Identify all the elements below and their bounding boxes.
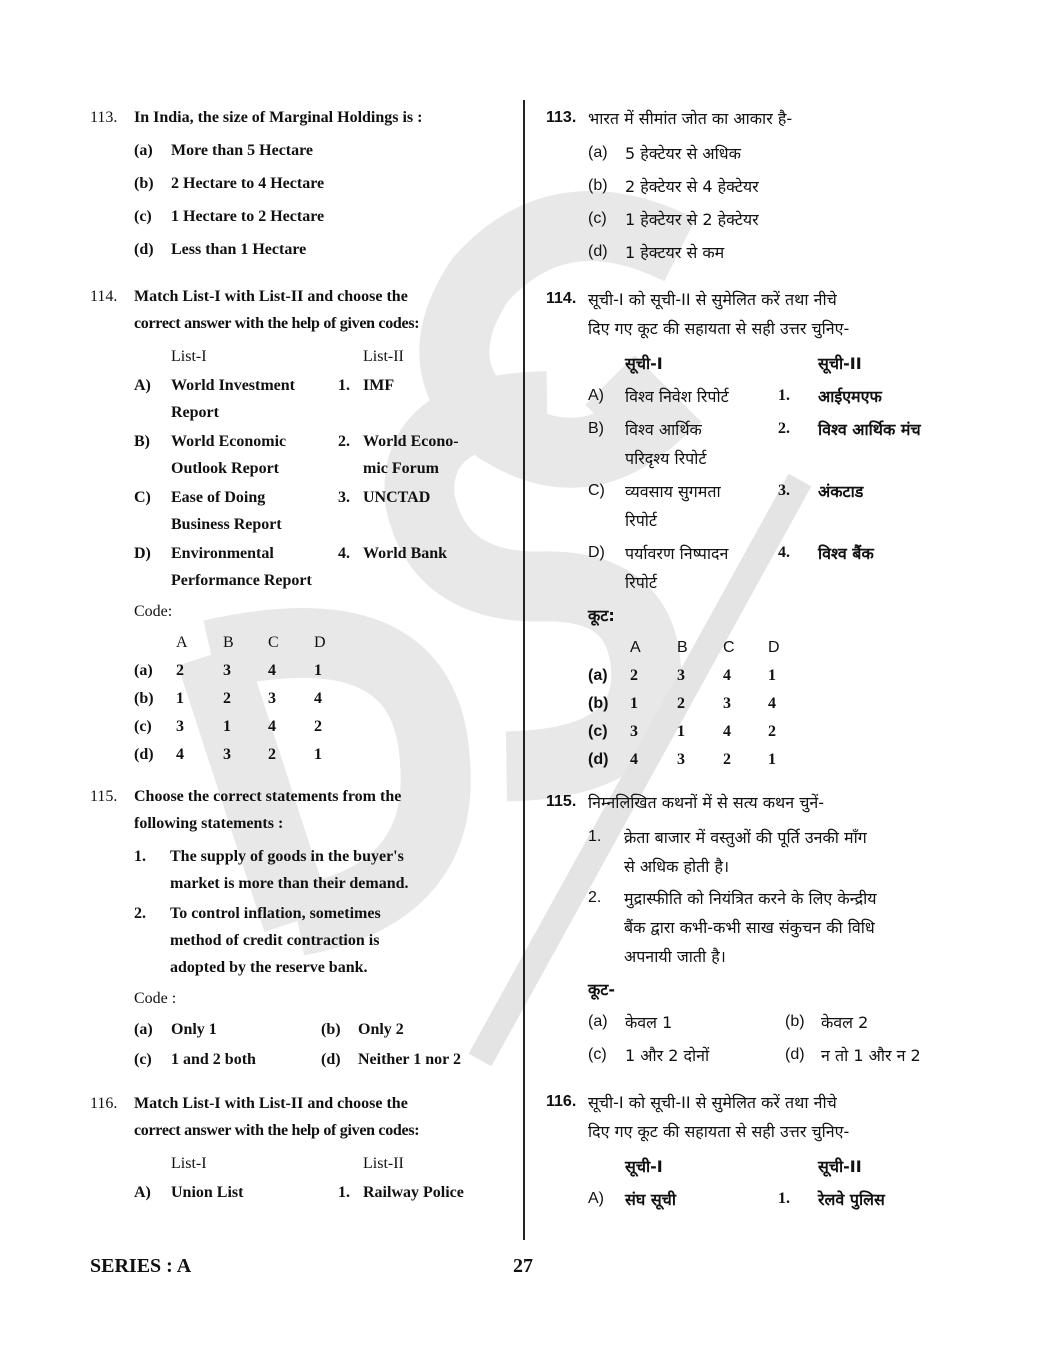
answer-codes: [588, 634, 958, 774]
statement-text: To control inflation, sometimes: [170, 905, 381, 922]
row-number: 2.: [778, 420, 790, 437]
option-text: 1 हेक्टयर से कम: [625, 243, 725, 262]
question-114-hi: [546, 285, 958, 774]
row-text: Ease of Doing: [171, 489, 266, 506]
list-header: List-II: [363, 1155, 404, 1172]
row-label: A): [134, 1184, 151, 1201]
row-number: 1.: [778, 1190, 790, 1207]
page-number: 27: [513, 1255, 533, 1277]
statement-text: क्रेता बाजार में वस्तुओं की पूर्ति उनकी माँग: [624, 828, 867, 847]
code-header: C: [723, 639, 735, 656]
row-match: World Econo-: [363, 433, 459, 450]
row-text: व्यवसाय सुगमता: [625, 482, 721, 501]
option: [588, 139, 958, 172]
code-option: (d): [134, 746, 154, 763]
question-number: 113.: [546, 109, 577, 126]
list-header: सूची-II: [818, 354, 862, 373]
code-value: 4: [723, 667, 731, 684]
option-label: (b): [134, 175, 154, 192]
row-label: B): [588, 420, 604, 437]
question-text: भारत में सीमांत जोत का आकार है-: [588, 109, 793, 128]
question-text: Match List-I with List-II and choose the: [134, 1095, 408, 1112]
option-label: (b): [588, 177, 608, 194]
statement-number: 2.: [134, 905, 146, 922]
options: [588, 139, 958, 271]
statement-text: बैंक द्वारा कभी-कभी साख संकुचन की विधि: [624, 918, 875, 937]
option-text: Neither 1 nor 2: [358, 1051, 461, 1068]
row-number: 1.: [338, 1184, 350, 1201]
code-value: 4: [176, 746, 184, 763]
option: [134, 137, 502, 170]
question-number: 114.: [90, 288, 118, 305]
code-option: (a): [134, 662, 153, 679]
row-text: World Investment: [171, 377, 295, 394]
row-text: पर्यावरण निष्पादन: [625, 544, 729, 563]
option-label: (a): [134, 142, 153, 159]
question-text: following statements :: [134, 815, 284, 832]
series-label: SERIES : A: [90, 1255, 192, 1277]
row-match: UNCTAD: [363, 489, 431, 506]
question-115-hi: [546, 788, 958, 1074]
row-label: C): [588, 482, 605, 499]
row-number: 4.: [778, 544, 790, 561]
option-label: (d): [321, 1051, 341, 1068]
option-row: [134, 1046, 502, 1076]
code-value: 1: [677, 723, 685, 740]
question-text: सूची-I को सूची-II से सुमेलित करें तथा नीचे: [588, 290, 837, 309]
row-text: विश्व निवेश रिपोर्ट: [625, 387, 729, 406]
code-value: 3: [268, 690, 276, 707]
option-row: [134, 1016, 502, 1046]
question-number: 116.: [546, 1093, 577, 1110]
question-113-en: [90, 104, 502, 269]
question-number: 115.: [546, 793, 577, 810]
row-match: mic Forum: [363, 460, 439, 477]
code-value: 3: [630, 723, 638, 740]
row-number: 3.: [338, 489, 350, 506]
code-value: 1: [223, 718, 231, 735]
match-list: [134, 343, 502, 594]
statement: [134, 900, 502, 981]
option-text: न तो 1 और न 2: [821, 1046, 921, 1065]
row-match: अंकटाड: [818, 482, 864, 501]
row-label: A): [134, 377, 151, 394]
statement-number: 1.: [134, 848, 146, 865]
code-value: 4: [630, 751, 638, 768]
option-label: (c): [588, 1046, 607, 1063]
option-label: (d): [588, 243, 608, 260]
code-value: 2: [677, 695, 685, 712]
code-option: (b): [588, 695, 609, 712]
statement-text: adopted by the reserve bank.: [170, 959, 368, 976]
option-label: (a): [588, 1013, 608, 1030]
option-text: 1 Hectare to 2 Hectare: [171, 208, 325, 225]
code-header: A: [630, 639, 641, 656]
code-option: (c): [588, 723, 608, 740]
option: [588, 238, 958, 271]
row-text: रिपोर्ट: [625, 573, 657, 592]
question-116-en: [90, 1090, 502, 1206]
row-match: आईएमएफ: [818, 387, 882, 406]
list-header: सूची-I: [625, 354, 663, 373]
code-label: Code :: [134, 990, 177, 1007]
code-header: D: [768, 639, 780, 656]
code-value: 2: [223, 690, 231, 707]
row-text: रिपोर्ट: [625, 511, 657, 530]
row-number: 3.: [778, 482, 790, 499]
option-row: [588, 1041, 958, 1074]
question-text: निम्नलिखित कथनों में से सत्य कथन चुनें-: [588, 793, 825, 812]
option-text: 5 हेक्टेयर से अधिक: [625, 144, 741, 163]
code-value: 4: [768, 695, 776, 712]
code-header: B: [677, 639, 688, 656]
option-text: 2 Hectare to 4 Hectare: [171, 175, 325, 192]
code-value: 4: [723, 723, 731, 740]
page-footer: [0, 1240, 1049, 1335]
option-label: (c): [134, 1051, 152, 1068]
statement-number: 1.: [588, 828, 602, 845]
option-text: 1 और 2 दोनों: [625, 1046, 710, 1065]
statement-number: 2.: [588, 889, 602, 906]
code-value: 4: [268, 662, 276, 679]
hindi-column: [546, 104, 958, 1240]
statement-text: से अधिक होती है।: [624, 857, 730, 876]
code-value: 1: [768, 751, 776, 768]
code-value: 4: [268, 718, 276, 735]
row-text: Performance Report: [171, 572, 312, 589]
list-header: सूची-I: [625, 1157, 663, 1176]
row-number: 4.: [338, 545, 350, 562]
row-text: Business Report: [171, 516, 282, 533]
row-number: 1.: [778, 387, 790, 404]
question-number: 116.: [90, 1095, 118, 1112]
question-text: Choose the correct statements from the: [134, 788, 402, 805]
option: [134, 170, 502, 203]
statement-text: The supply of goods in the buyer's: [170, 848, 404, 865]
option-label: (b): [785, 1013, 805, 1030]
option-label: (c): [588, 210, 607, 227]
question-text: correct answer with the help of given codes:: [134, 315, 420, 332]
question-number: 113.: [90, 109, 118, 126]
code-value: 2: [723, 751, 731, 768]
statement-text: मुद्रास्फीति को नियंत्रित करने के लिए केन्द्रीय: [624, 889, 877, 908]
code-value: 2: [268, 746, 276, 763]
question-number: 115.: [90, 788, 118, 805]
option-text: केवल 2: [821, 1013, 869, 1032]
option-label: (b): [321, 1021, 341, 1038]
code-value: 1: [176, 690, 184, 707]
option-text: Less than 1 Hectare: [171, 241, 307, 258]
row-label: D): [134, 545, 151, 562]
statement-text: market is more than their demand.: [170, 875, 409, 892]
option-label: (d): [134, 241, 154, 258]
question-text: दिए गए कूट की सहायता से सही उत्तर चुनिए-: [588, 319, 850, 338]
option-text: 2 हेक्टेयर से 4 हेक्टेयर: [625, 177, 759, 196]
row-label: D): [588, 544, 605, 561]
code-header: D: [314, 634, 326, 651]
row-number: 2.: [338, 433, 350, 450]
code-option: (c): [134, 718, 152, 735]
statement: [588, 884, 958, 971]
english-column: [90, 104, 502, 1240]
answer-codes: [134, 629, 502, 769]
option: [588, 205, 958, 238]
list-header: List-I: [171, 348, 207, 365]
row-label: B): [134, 433, 150, 450]
code-value: 1: [768, 667, 776, 684]
row-number: 1.: [338, 377, 350, 394]
question-113-hi: [546, 104, 958, 271]
question-115-en: [90, 783, 502, 1076]
option-label: (a): [588, 144, 608, 161]
option-text: 1 हेक्टेयर से 2 हेक्टेयर: [625, 210, 759, 229]
row-text: Environmental: [171, 545, 274, 562]
code-label: Code:: [134, 603, 173, 620]
option-text: 1 and 2 both: [171, 1051, 256, 1068]
match-list: [588, 1152, 958, 1214]
option: [588, 172, 958, 205]
code-value: 4: [314, 690, 322, 707]
option-row: [588, 1008, 958, 1041]
options: [134, 137, 502, 269]
code-value: 1: [314, 662, 322, 679]
question-text: Match List-I with List-II and choose the: [134, 288, 408, 305]
row-text: Outlook Report: [171, 460, 279, 477]
statement-text: method of credit contraction is: [170, 932, 380, 949]
code-header: B: [223, 634, 234, 651]
row-label: C): [134, 489, 151, 506]
row-label: A): [588, 387, 604, 404]
code-value: 3: [677, 751, 685, 768]
statement: [134, 843, 502, 897]
question-text: In India, the size of Marginal Holdings is :: [134, 109, 423, 126]
match-list: [134, 1150, 502, 1206]
question-116-hi: [546, 1088, 958, 1214]
question-text: सूची-I को सूची-II से सुमेलित करें तथा नीचे: [588, 1093, 837, 1112]
row-text: परिदृश्य रिपोर्ट: [625, 449, 707, 468]
list-header: सूची-II: [818, 1157, 862, 1176]
code-option: (b): [134, 690, 154, 707]
row-text: विश्व आर्थिक: [625, 420, 702, 439]
row-match: रेलवे पुलिस: [818, 1190, 885, 1209]
option: [134, 203, 502, 236]
row-label: A): [588, 1190, 604, 1207]
question-text: correct answer with the help of given codes:: [134, 1122, 420, 1139]
option-text: Only 2: [358, 1021, 404, 1038]
match-list: [588, 349, 958, 597]
code-header: C: [268, 634, 279, 651]
question-text: दिए गए कूट की सहायता से सही उत्तर चुनिए-: [588, 1122, 850, 1141]
row-text: Union List: [171, 1184, 244, 1201]
code-option: (a): [588, 667, 608, 684]
code-value: 1: [314, 746, 322, 763]
option-text: Only 1: [171, 1021, 217, 1038]
code-value: 3: [677, 667, 685, 684]
code-label: कूट:: [588, 606, 615, 625]
list-header: List-I: [171, 1155, 207, 1172]
row-match: IMF: [363, 377, 395, 394]
code-value: 3: [223, 662, 231, 679]
row-match: विश्व बैंक: [818, 544, 874, 563]
row-match: Railway Police: [363, 1184, 464, 1201]
row-match: World Bank: [363, 545, 448, 562]
row-text: संघ सूची: [625, 1190, 676, 1209]
list-header: List-II: [363, 348, 404, 365]
option-label: (c): [134, 208, 152, 225]
code-value: 2: [630, 667, 638, 684]
code-value: 3: [723, 695, 731, 712]
question-number: 114.: [546, 290, 577, 307]
code-value: 3: [176, 718, 184, 735]
code-option: (d): [588, 751, 609, 768]
statement-text: अपनायी जाती है।: [624, 947, 726, 966]
code-header: A: [176, 634, 188, 651]
option-text: केवल 1: [625, 1013, 673, 1032]
statement: [588, 823, 958, 881]
code-value: 3: [223, 746, 231, 763]
code-value: 2: [176, 662, 184, 679]
row-text: Report: [171, 404, 219, 421]
code-value: 1: [630, 695, 638, 712]
row-text: World Economic: [171, 433, 287, 450]
option-label: (a): [134, 1021, 153, 1038]
option-label: (d): [785, 1046, 805, 1063]
code-label: कूट-: [588, 980, 615, 999]
column-divider: [523, 100, 525, 1240]
row-match: विश्व आर्थिक मंच: [818, 420, 921, 439]
option: [134, 236, 502, 269]
question-114-en: [90, 283, 502, 769]
option-text: More than 5 Hectare: [171, 142, 314, 159]
code-value: 2: [314, 718, 322, 735]
code-value: 2: [768, 723, 776, 740]
